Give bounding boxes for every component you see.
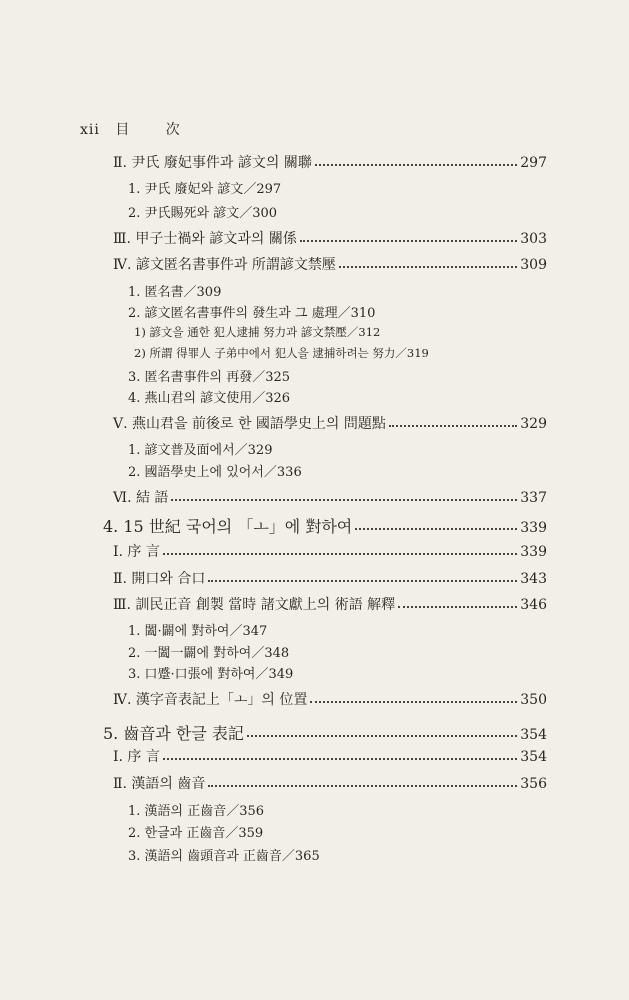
toc-entry[interactable]: [0, 281, 629, 300]
toc-entry-label: Ⅲ. 訓民正音 創製 當時 諸文獻上의 術語 解釋: [113, 597, 396, 613]
toc-entry-label: Ⅱ. 開口와 合口: [113, 571, 206, 587]
dot-leader: [315, 164, 517, 166]
toc-entry-label: 3. 漢語의 齒頭音과 正齒音／365: [128, 849, 320, 864]
toc-entry[interactable]: [0, 663, 629, 682]
toc-entry-label: 1. 漢語의 正齒音／356: [128, 804, 265, 819]
toc-entry[interactable]: [0, 642, 629, 661]
toc-entry-label: 2. 一闔一闢에 對하여／348: [128, 646, 290, 661]
toc-page-number: 339: [520, 544, 547, 560]
dot-leader: [171, 499, 517, 501]
toc-entry-label: 2. 諺文匿名書事件의 發生과 그 處理／310: [128, 306, 376, 321]
dot-leader: [163, 553, 517, 555]
toc-entry-label: Ⅵ. 結 語: [113, 490, 169, 506]
toc-entry[interactable]: [0, 345, 629, 361]
toc-entry-label: Ⅰ. 序 言: [113, 749, 160, 765]
toc-entry-label: 4. 燕山君의 諺文使用／326: [128, 391, 291, 406]
dot-leader: [310, 701, 517, 703]
toc-entry[interactable]: [0, 845, 629, 864]
toc-page-number: 303: [520, 231, 547, 247]
toc-entry-label: 1. 諺文普及面에서／329: [128, 443, 273, 458]
toc-entry[interactable]: [0, 413, 629, 433]
toc-page-number: 343: [520, 571, 547, 587]
toc-entry[interactable]: [0, 773, 629, 793]
toc-entry[interactable]: [0, 746, 629, 766]
toc-entry-label: 5. 齒音과 한글 表記: [103, 724, 244, 743]
toc-entry[interactable]: [0, 800, 629, 819]
toc-entry[interactable]: [0, 178, 629, 197]
toc-entry-label: 2. 한글과 正齒音／359: [128, 826, 264, 841]
toc-entry[interactable]: [0, 822, 629, 841]
toc-page-number: 350: [520, 692, 547, 708]
toc-entry[interactable]: [0, 461, 629, 480]
toc-entry[interactable]: [0, 594, 629, 614]
toc-entry-label: 3. 口蹙·口張에 對하여／349: [128, 667, 294, 682]
toc-entry[interactable]: [0, 228, 629, 248]
page-number: xii: [80, 122, 100, 138]
dot-leader: [208, 785, 517, 787]
toc-page-number: 297: [520, 155, 547, 171]
toc-entry[interactable]: [0, 721, 629, 744]
dot-leader: [247, 735, 517, 737]
dot-leader: [398, 606, 517, 608]
toc-page-number: 329: [520, 416, 547, 432]
toc-entry-label: Ⅱ. 漢語의 齒音: [113, 776, 206, 792]
toc-entry[interactable]: [0, 689, 629, 709]
toc-entry[interactable]: [0, 254, 629, 274]
toc-page-number: 337: [520, 490, 547, 506]
toc-entry[interactable]: [0, 439, 629, 458]
toc-page-number: 354: [520, 727, 547, 743]
toc-entry-label: 4. 15 世紀 국어의 「ㅗ」에 對하여: [103, 517, 353, 536]
dot-leader: [208, 580, 517, 582]
toc-entry-label: Ⅳ. 漢字音表記上「ㅗ」의 位置: [113, 692, 308, 708]
toc-entry[interactable]: [0, 568, 629, 588]
toc-entry-label: 2. 尹氏賜死와 諺文／300: [128, 206, 278, 221]
toc-entry-label: 3. 匿名書事件의 再發／325: [128, 370, 291, 385]
toc-entry[interactable]: [0, 152, 629, 172]
toc-entry[interactable]: [0, 514, 629, 537]
toc-entry[interactable]: [0, 324, 629, 340]
toc-entry[interactable]: [0, 366, 629, 385]
toc-entry[interactable]: [0, 387, 629, 406]
page-title: 目 次: [115, 122, 196, 138]
toc-entry-label: 2) 所謂 得罪人 子弟中에서 犯人을 逮捕하려는 努力／319: [134, 346, 429, 360]
toc-page-number: 339: [520, 520, 547, 536]
toc-entry-label: 1. 匿名書／309: [128, 285, 222, 300]
toc-entry[interactable]: [0, 202, 629, 221]
dot-leader: [300, 240, 517, 242]
toc-entry-label: Ⅳ. 諺文匿名書事件과 所謂諺文禁壓: [113, 257, 336, 273]
dot-leader: [355, 528, 517, 530]
dot-leader: [163, 758, 517, 760]
toc-entry[interactable]: [0, 302, 629, 321]
toc-entry-label: Ⅱ. 尹氏 廢妃事件과 諺文의 關聯: [113, 155, 312, 171]
toc-entry-label: 2. 國語學史上에 있어서／336: [128, 465, 302, 480]
toc-entry-label: Ⅰ. 序 言: [113, 544, 160, 560]
toc-entry-label: 1. 闔·闢에 對하여／347: [128, 624, 268, 639]
toc-entry-label: Ⅴ. 燕山君을 前後로 한 國語學史上의 問題點: [113, 416, 386, 432]
toc-entry[interactable]: [0, 620, 629, 639]
dot-leader: [339, 266, 517, 268]
dot-leader: [389, 425, 517, 427]
toc-page-number: 354: [520, 749, 547, 765]
toc-entry-label: 1) 諺文을 通한 犯人逮捕 努力과 諺文禁壓／312: [134, 325, 381, 339]
toc-entry[interactable]: [0, 541, 629, 561]
toc-page-number: 346: [520, 597, 547, 613]
running-head: [80, 119, 196, 139]
toc-page-number: 309: [520, 257, 547, 273]
toc-entry-label: Ⅲ. 甲子士禍와 諺文과의 關係: [113, 231, 297, 247]
toc-entry[interactable]: [0, 487, 629, 507]
toc-entry-label: 1. 尹氏 廢妃와 諺文／297: [128, 182, 282, 197]
toc-page-number: 356: [520, 776, 547, 792]
